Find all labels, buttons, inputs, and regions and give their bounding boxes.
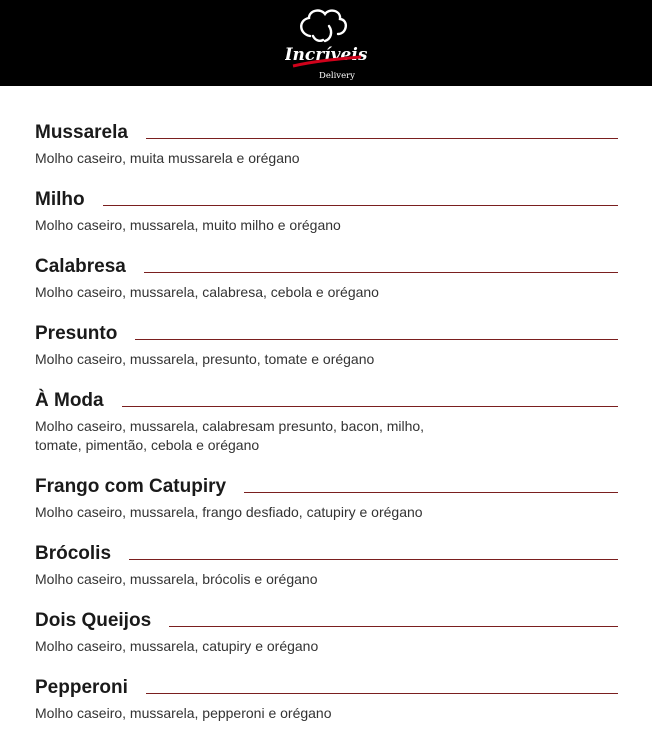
brand-logo[interactable] xyxy=(285,6,367,82)
menu-item-description: Molho caseiro, mussarela, pepperoni e orégano xyxy=(35,705,332,721)
chef-hat-icon xyxy=(301,11,346,41)
menu-item-description: Molho caseiro, mussarela, catupiry e orégano xyxy=(35,638,319,654)
menu-item-name: Calabresa xyxy=(35,256,126,277)
menu-item xyxy=(35,472,618,539)
pizza-menu-list xyxy=(35,118,618,740)
menu-item xyxy=(35,606,618,673)
menu-item-name: Presunto xyxy=(35,323,118,344)
menu-item-description: Molho caseiro, mussarela, muito milho e orégano xyxy=(35,217,341,233)
menu-item-name: À Moda xyxy=(35,390,104,411)
divider-line xyxy=(146,693,618,694)
menu-item-name: Dois Queijos xyxy=(35,610,152,631)
menu-item-description: Molho caseiro, mussarela, presunto, tomate e orégano xyxy=(35,351,375,367)
menu-item-description: Molho caseiro, mussarela, brócolis e orégano xyxy=(35,571,318,587)
menu-item-description: Molho caseiro, muita mussarela e orégano xyxy=(35,150,300,166)
menu-item-description: Molho caseiro, mussarela, calabresam presunto, bacon, milho, tomate, pimentão, cebola e orégano xyxy=(35,418,425,453)
menu-item xyxy=(35,673,618,740)
divider-line xyxy=(146,138,618,139)
menu-item xyxy=(35,539,618,606)
menu-item-name: Frango com Catupiry xyxy=(35,476,227,497)
divider-line xyxy=(244,492,618,493)
menu-item xyxy=(35,386,618,472)
header-bar xyxy=(0,0,652,86)
menu-item xyxy=(35,252,618,319)
divider-line xyxy=(122,406,618,407)
divider-line xyxy=(103,205,618,206)
menu-item-name: Mussarela xyxy=(35,122,128,143)
divider-line xyxy=(129,559,618,560)
logo-text: Incríveis xyxy=(285,45,367,65)
menu-item-name: Pepperoni xyxy=(35,677,128,698)
logo-subtext: Delivery xyxy=(319,71,355,81)
divider-line xyxy=(135,339,618,340)
menu-item xyxy=(35,118,618,185)
menu-item-description: Molho caseiro, mussarela, frango desfiado, catupiry e orégano xyxy=(35,504,423,520)
menu-item xyxy=(35,185,618,252)
divider-line xyxy=(144,272,618,273)
menu-item xyxy=(35,319,618,386)
divider-line xyxy=(169,626,618,627)
menu-item-name: Brócolis xyxy=(35,543,112,564)
menu-item-name: Milho xyxy=(35,189,85,210)
menu-item-description: Molho caseiro, mussarela, calabresa, cebola e orégano xyxy=(35,284,379,300)
